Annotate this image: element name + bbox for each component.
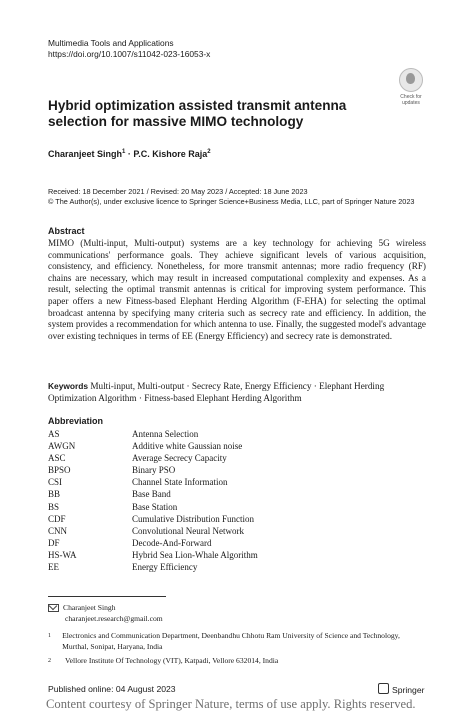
abbreviation-key: HS-WA — [48, 549, 77, 560]
keywords-label: Keywords — [48, 381, 89, 391]
springer-horse-icon — [378, 683, 389, 694]
journal-header — [48, 38, 210, 60]
abstract-heading: Abstract — [48, 226, 85, 236]
abbreviation-row — [48, 440, 428, 452]
doi-link[interactable]: https://doi.org/10.1007/s11042-023-16053-x — [48, 49, 211, 59]
author-list — [48, 149, 211, 159]
abbreviation-key: BB — [48, 489, 61, 500]
footnote-divider — [48, 596, 166, 597]
abbreviation-key: AS — [48, 429, 60, 439]
publisher-logo — [378, 683, 424, 695]
affiliation-text: Electronics and Communication Department, Deenbandhu Chhotu Ram University of Science and Technology, Murthal, Sonipat, Haryana, India — [62, 631, 400, 651]
affiliation-text: Vellore Institute Of Technology (VIT), Katpadi, Vellore 632014, India — [65, 656, 279, 665]
abbreviation-key: ASC — [48, 453, 66, 464]
abbreviation-value: Channel State Information — [132, 477, 228, 488]
abbreviation-table — [48, 428, 428, 573]
history-dates: Received: 18 December 2021 / Revised: 20 May 2023 / Accepted: 18 June 2023 — [48, 187, 308, 196]
abbreviation-key: CNN — [48, 525, 68, 536]
publisher-name: Springer — [392, 685, 425, 695]
article-history — [48, 187, 448, 207]
copyright-notice: © The Author(s), under exclusive licence to Springer Science+Business Media, LLC, part of Springer Nature 2023 — [48, 197, 415, 206]
email-link[interactable]: charanjeet.research@gmail.com — [65, 613, 163, 623]
abbreviation-key: BPSO — [48, 465, 71, 476]
abbreviation-value: Base Station — [132, 501, 178, 512]
affiliation-number: 2 — [48, 658, 51, 664]
abbreviation-value: Antenna Selection — [132, 429, 199, 439]
check-updates-label: Check for updates — [400, 94, 422, 106]
keywords — [48, 381, 426, 404]
abbreviation-row — [48, 501, 428, 513]
author-name[interactable]: P.C. Kishore Raja — [133, 149, 208, 159]
author-separator: · — [125, 149, 134, 159]
content-courtesy-watermark: Content courtesy of Springer Nature, terms of use apply. Rights reserved. — [46, 697, 416, 711]
abbreviation-value: Base Band — [132, 489, 171, 500]
abbreviation-key: CSI — [48, 477, 63, 488]
abbreviation-row — [48, 476, 428, 488]
abbreviation-row — [48, 488, 428, 500]
abbreviation-value: Binary PSO — [132, 465, 176, 476]
check-updates-icon — [399, 68, 423, 92]
abbreviation-value: Decode-And-Forward — [132, 537, 212, 548]
abbreviation-row — [48, 464, 428, 476]
abbreviation-value: Average Secrecy Capacity — [132, 453, 227, 464]
abbreviation-value: Energy Efficiency — [132, 562, 198, 573]
author-affil-ref: 2 — [207, 149, 211, 155]
abbreviation-value: Cumulative Distribution Function — [132, 513, 254, 524]
author-affil-ref: 1 — [122, 149, 126, 155]
abbreviation-value: Additive white Gaussian noise — [132, 441, 243, 452]
abbreviation-row — [48, 525, 428, 537]
abbreviation-value: Hybrid Sea Lion-Whale Algorithm — [132, 549, 258, 560]
journal-name: Multimedia Tools and Applications — [48, 38, 174, 48]
affiliation — [48, 631, 428, 652]
abbreviation-row — [48, 561, 428, 573]
abbreviation-row — [48, 428, 428, 440]
affiliation-number: 1 — [48, 633, 51, 639]
correspondence — [48, 603, 163, 624]
abbreviation-heading: Abbreviation — [48, 416, 104, 426]
abbreviation-key: EE — [48, 562, 59, 573]
abbreviation-key: CDF — [48, 513, 66, 524]
abbreviation-value: Convolutional Neural Network — [132, 525, 244, 536]
author-name[interactable]: Charanjeet Singh — [48, 149, 123, 159]
keywords-text: Multi-input, Multi-output · Secrecy Rate, Energy Efficiency · Elephant Herding Optimization Algorithm · Fitness-based Elephant Herding Algorithm — [48, 381, 385, 403]
abbreviation-key: AWGN — [48, 441, 76, 452]
abstract-text: MIMO (Multi-input, Multi-output) systems are a key technology for achieving 5G wireless communications' performance goals. They achieve significant levels of various acquisition, consistency, and efficiency. Nonetheless, for more transmit antennas; more radio frequency (RF) chains are necessary, which may result in increased computational complexity and expenses. As a result, selecting the optimal transmit antennas is critical for improving system performance. This paper offers a new Fitness-based Elephant Herding Algorithm (F-EHA) for selecting the optimal broadcast antenna by specifying many criteria such as secrecy rate and efficiency. In addition, the system provides a recommendation for which antenna to use. Finally, the suggested model's advantage over existing techniques in terms of EE (Energy Efficiency) and secrecy rate is demonstrated. — [48, 238, 426, 341]
abbreviation-row — [48, 452, 428, 464]
corresponding-author: Charanjeet Singh — [63, 603, 116, 612]
published-date: Published online: 04 August 2023 — [48, 684, 176, 694]
abbreviation-key: BS — [48, 501, 60, 512]
abbreviation-row — [48, 513, 428, 525]
affiliation — [48, 656, 428, 667]
check-for-updates-badge[interactable] — [394, 68, 428, 108]
abbreviation-row — [48, 549, 428, 561]
abbreviation-row — [48, 537, 428, 549]
envelope-icon — [48, 604, 59, 612]
paper-title: Hybrid optimization assisted transmit antenna selection for massive MIMO technology — [48, 98, 347, 129]
abbreviation-key: DF — [48, 537, 60, 548]
